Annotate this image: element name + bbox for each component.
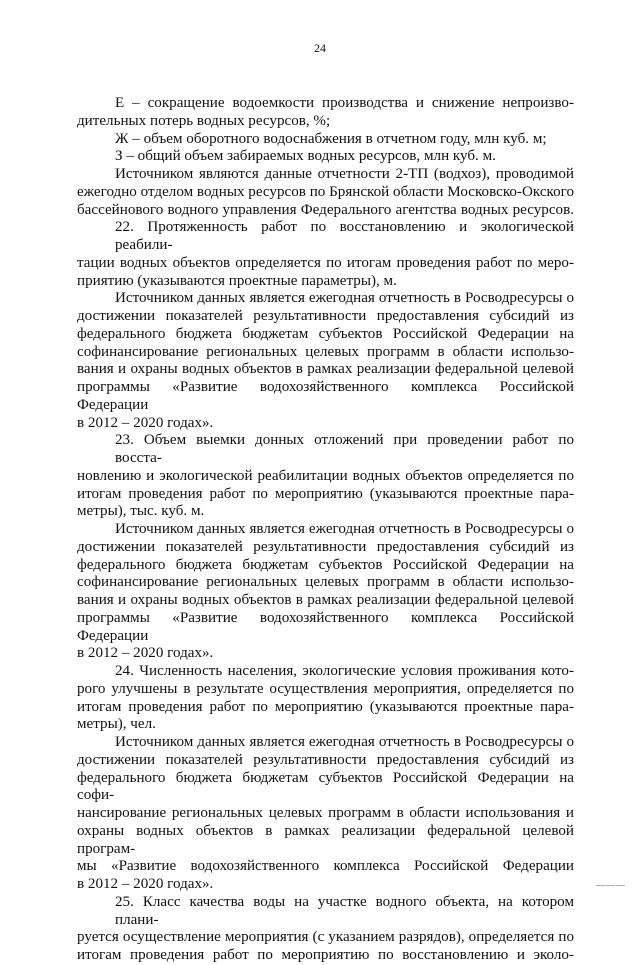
text-line: итогам проведения работ по мероприятию по восстановлению и эколо- (77, 947, 574, 963)
text-line: в 2012 – 2020 годах». (77, 876, 214, 892)
text-line: в 2012 – 2020 годах». (77, 645, 214, 662)
text-line: Источником данных является ежегодная отчетность в Росводресурсы о (115, 521, 574, 537)
text-line: новлению и экологической реабилитации водных объектов определяется по (77, 467, 574, 484)
text-line: 22. Протяженность работ по восстановлению и экологической реабили- (115, 219, 574, 253)
text-line: вания и охраны водных объектов в рамках реализации федеральной целевой (77, 361, 574, 378)
corner-mark: ——— (596, 880, 626, 890)
text-line: рого улучшены в результате осуществления мероприятия, определяется по (77, 680, 574, 697)
text-line: федерального бюджета бюджетам субъектов Российской Федерации на (77, 325, 574, 342)
text-line: Источником данных является ежегодная отчетность в Росводресурсы о (115, 290, 574, 307)
text-line: в 2012 – 2020 годах». (77, 414, 214, 431)
text-line: федерального бюджета бюджетам субъектов Российской Федерации на софи- (77, 769, 574, 804)
text-line: Ж – объем оборотного водоснабжения в отчетном году, млн куб. м; (115, 130, 547, 147)
text-line: тации водных объектов определяется по итогам проведения работ по меро- (77, 254, 574, 271)
text-line: Е – сокращение водоемкости производства и снижение непроизво- (115, 95, 574, 111)
text-line: 25. Класс качества воды на участке водного объекта, на котором плани- (115, 893, 574, 928)
text-line: достижении показателей результативности предоставления субсидий из (77, 751, 574, 768)
text-line: нансирование региональных целевых программ в области использования и (77, 805, 574, 821)
text-line: мы «Развитие водохозяйственного комплекса Российской Федерации (77, 858, 574, 875)
text-line: руется осуществление мероприятия (с указанием разрядов), определяется по (77, 929, 574, 946)
text-line: итогам проведения работ по мероприятию (указываются проектные пара- (77, 485, 574, 502)
text-line: достижении показателей результативности предоставления субсидий из (77, 538, 574, 555)
text-line: вания и охраны водных объектов в рамках реализации федеральной целевой (77, 592, 574, 608)
text-line: итогам проведения работ по мероприятию (указываются проектные пара- (77, 698, 574, 715)
text-line: приятию (указываются проектные параметры), м. (77, 272, 397, 289)
text-line: достижении показателей результативности предоставления субсидий из (77, 308, 574, 324)
text-line: метры), тыс. куб. м. (77, 503, 205, 520)
text-line: охраны водных объектов в рамках реализации федеральной целевой програм- (77, 822, 574, 857)
text-line: федерального бюджета бюджетам субъектов Российской Федерации на (77, 556, 574, 573)
text-line: 23. Объем выемки донных отложений при проведении работ по восста- (115, 432, 574, 466)
page-number: 24 (314, 41, 326, 55)
text-line: программы «Развитие водохозяйственного комплекса Российской Федерации (77, 379, 574, 413)
text-line: З – общий объем забираемых водных ресурсов, млн куб. м. (115, 148, 496, 165)
text-line: ежегодно отделом водных ресурсов по Брянской области Московско-Окского (77, 183, 574, 200)
text-line: 24. Численность населения, экологические условия проживания кото- (115, 663, 574, 679)
text-line: дительных потерь водных ресурсов, %; (77, 112, 331, 129)
text-line: софинансирование региональных целевых программ в области использо- (77, 574, 574, 591)
text-line: бассейнового водного управления Федерального агентства водных ресурсов. (77, 201, 574, 218)
document-body (77, 95, 574, 965)
text-line: метры), чел. (77, 716, 156, 733)
text-line: Источником данных является ежегодная отчетность в Росводресурсы о (115, 734, 574, 750)
text-line: Источником являются данные отчетности 2-ТП (водхоз), проводимой (115, 166, 574, 182)
text-line: программы «Развитие водохозяйственного комплекса Российской Федерации (77, 609, 574, 644)
text-line: софинансирование региональных целевых программ в области использо- (77, 343, 574, 360)
